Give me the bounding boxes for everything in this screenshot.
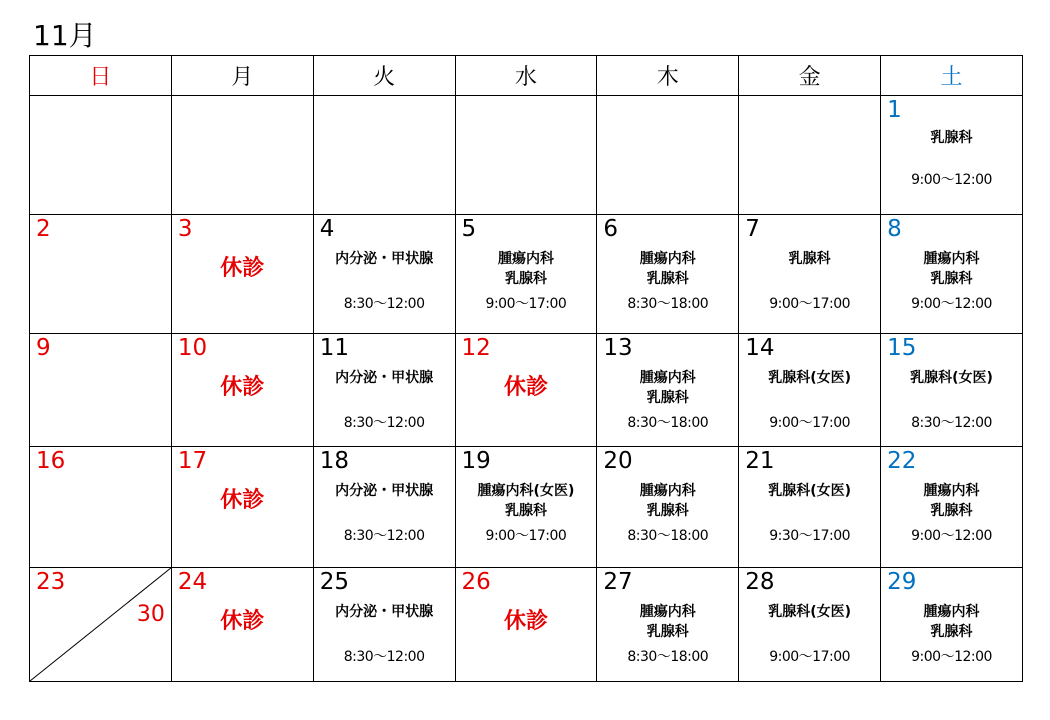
day-cell-25 [313,568,455,682]
consultation-hours: 9:00～17:00 [485,528,567,544]
consultation-hours: 8:30～18:00 [627,528,709,544]
empty-day-cell [30,96,172,215]
weekday-tuesday: 火 [313,56,455,96]
day-cell-10 [171,334,313,447]
day-number: 19 [461,448,491,474]
department-name: 乳腺科 [646,390,689,406]
weekday-monday: 月 [171,56,313,96]
day-cell-22 [881,447,1023,568]
day-number: 18 [319,448,349,474]
day-cell-5 [455,215,597,334]
department-list [314,249,455,269]
department-name: 乳腺科(女医) [768,604,852,620]
department-name: 乳腺科 [504,503,547,519]
day-number: 11 [319,335,349,361]
department-name: 乳腺科(女医) [910,370,993,386]
day-number: 4 [319,216,335,242]
department-name: 腫瘍内科 [639,483,696,499]
week-row [30,568,1023,682]
department-list [597,249,738,289]
day-cell-24 [171,568,313,682]
day-cell-13 [597,334,739,447]
department-name: 乳腺科 [930,271,973,287]
day-number: 29 [887,569,917,595]
department-list [597,481,738,521]
day-number: 26 [461,569,491,595]
weekday-header-row [30,56,1023,96]
day-cell-26 [455,568,597,682]
weekday-saturday: 土 [881,56,1023,96]
closed-label: 休診 [220,375,265,400]
department-name: 腫瘍内科 [923,251,980,267]
department-list [597,602,738,642]
department-list [739,481,880,501]
department-list [739,368,880,388]
closed-label: 休診 [503,375,548,400]
department-name: 乳腺科(女医) [768,483,852,499]
consultation-hours: 9:00～12:00 [911,649,992,665]
empty-day-cell [597,96,739,215]
consultation-hours: 9:00～17:00 [769,296,851,312]
day-number: 25 [319,569,349,595]
month-title: 11月 [33,19,97,52]
day-cell-16 [30,447,172,568]
day-cell-14 [739,334,881,447]
day-cell-28 [739,568,881,682]
department-list [739,249,880,269]
department-name: 内分泌・甲状腺 [335,483,434,499]
consultation-hours: 9:00～12:00 [911,528,992,544]
consultation-hours: 8:30～12:00 [911,415,992,431]
day-number: 24 [177,569,208,595]
weekday-wednesday: 水 [455,56,597,96]
consultation-hours: 9:00～12:00 [911,296,992,312]
day-number: 16 [36,448,66,474]
department-name: 腫瘍内科 [923,483,980,499]
department-list [597,368,738,408]
department-name: 乳腺科 [504,271,547,287]
department-list [314,368,455,388]
department-list [314,481,455,501]
week-row [30,447,1023,568]
day-number-secondary: 30 [136,602,165,627]
department-list [881,128,1022,148]
day-cell-1 [881,96,1023,215]
department-name: 乳腺科 [930,130,973,146]
day-number: 27 [603,569,633,595]
week-row [30,334,1023,447]
day-cell-3 [171,215,313,334]
consultation-hours: 9:00～17:00 [769,649,851,665]
department-name: 腫瘍内科 [497,251,554,267]
day-cell-2 [30,215,172,334]
consultation-hours: 8:30～18:00 [627,296,709,312]
department-list [739,602,880,622]
day-cell-4 [313,215,455,334]
day-cell-27 [597,568,739,682]
closed-label: 休診 [220,256,265,281]
department-name: 乳腺科 [646,503,689,519]
day-number: 3 [177,216,193,242]
day-number: 7 [745,216,760,242]
department-list [881,368,1022,388]
day-number: 21 [745,448,775,474]
closed-label: 休診 [503,609,548,634]
department-name: 腫瘍内科 [923,604,980,620]
department-list [881,602,1022,642]
department-name: 乳腺科 [788,251,831,267]
empty-day-cell [171,96,313,215]
day-number: 9 [36,335,51,361]
day-cell-17 [171,447,313,568]
day-cell-20 [597,447,739,568]
day-cell-7 [739,215,881,334]
calendar-grid [29,55,1023,682]
closed-label: 休診 [220,488,265,513]
department-name: 乳腺科(女医) [768,370,852,386]
day-number: 12 [461,335,491,361]
department-list [881,481,1022,521]
day-number: 28 [745,569,775,595]
day-number: 15 [887,335,917,361]
day-cell-18 [313,447,455,568]
consultation-hours: 9:00～17:00 [769,415,851,431]
weekday-friday: 金 [739,56,881,96]
department-list [456,249,597,289]
week-row [30,96,1023,215]
day-number: 5 [461,216,477,242]
week-row [30,215,1023,334]
day-cell-23-30 [30,568,172,682]
department-list [881,249,1022,289]
consultation-hours: 9:00～12:00 [911,172,992,188]
department-name: 乳腺科 [930,624,973,640]
day-cell-15 [881,334,1023,447]
department-name: 腫瘍内科(女医) [477,483,575,499]
day-number: 23 [36,569,66,595]
day-number: 17 [177,448,208,474]
department-name: 内分泌・甲状腺 [335,604,434,620]
day-number: 2 [36,216,51,242]
closed-label: 休診 [220,609,265,634]
department-name: 腫瘍内科 [639,604,696,620]
department-list [456,481,597,521]
day-number: 13 [603,335,633,361]
consultation-hours: 8:30～18:00 [627,649,709,665]
department-name: 内分泌・甲状腺 [335,370,434,386]
empty-day-cell [739,96,881,215]
consultation-hours: 8:30～12:00 [343,528,425,544]
day-cell-29 [881,568,1023,682]
consultation-hours: 8:30～12:00 [343,415,425,431]
consultation-hours: 9:30～17:00 [769,528,851,544]
day-cell-9 [30,334,172,447]
department-name: 乳腺科 [930,503,973,519]
day-number: 10 [177,335,208,361]
empty-day-cell [455,96,597,215]
day-number: 14 [745,335,775,361]
consultation-hours: 8:30～12:00 [343,296,425,312]
consultation-hours: 9:00～17:00 [485,296,567,312]
day-number: 6 [603,216,619,242]
department-name: 内分泌・甲状腺 [335,251,434,267]
day-cell-11 [313,334,455,447]
day-number: 22 [887,448,917,474]
day-cell-19 [455,447,597,568]
day-number: 8 [887,216,902,242]
day-number: 1 [887,97,902,123]
department-name: 腫瘍内科 [639,251,696,267]
consultation-hours: 8:30～12:00 [343,649,425,665]
day-number: 20 [603,448,633,474]
day-cell-8 [881,215,1023,334]
weekday-thursday: 木 [597,56,739,96]
empty-day-cell [313,96,455,215]
weekday-sunday: 日 [30,56,172,96]
department-list [314,602,455,622]
department-name: 乳腺科 [646,624,689,640]
department-name: 乳腺科 [646,271,689,287]
day-cell-12 [455,334,597,447]
day-cell-6 [597,215,739,334]
day-cell-21 [739,447,881,568]
consultation-hours: 8:30～18:00 [627,415,709,431]
department-name: 腫瘍内科 [639,370,696,386]
